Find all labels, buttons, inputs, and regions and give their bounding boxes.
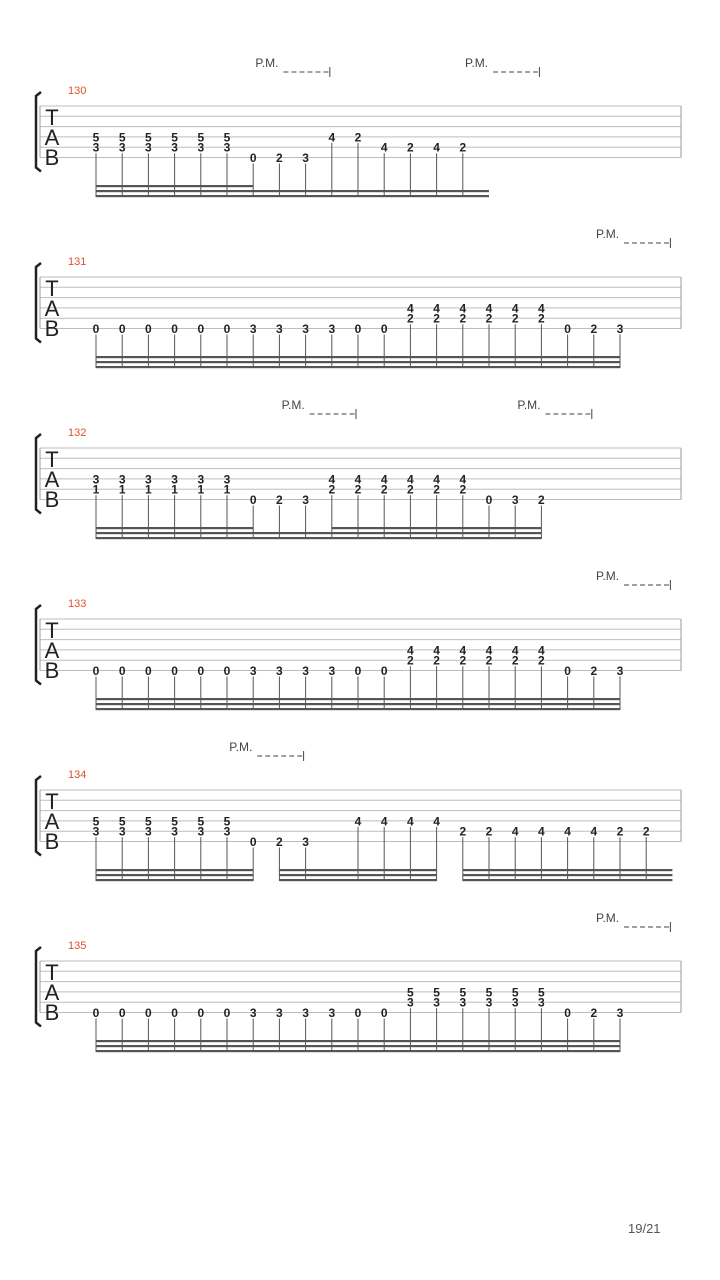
beam [279, 532, 331, 534]
palm-mute-label: P.M. [465, 56, 489, 70]
fret-number: 4 [433, 301, 440, 316]
beam [332, 537, 437, 539]
beam [437, 537, 542, 539]
fret-number: 0 [354, 1006, 362, 1020]
fret-number: 5 [118, 814, 126, 829]
fret-number: 4 [328, 130, 336, 145]
fret-number: 5 [145, 814, 152, 829]
beam [96, 185, 253, 187]
tab-clef-letter: T [45, 105, 59, 130]
fret-number: 0 [92, 322, 100, 336]
beam [306, 366, 516, 368]
fret-number: 4 [511, 824, 519, 839]
fret-number: 2 [590, 664, 598, 678]
fret-number: 3 [302, 1006, 309, 1020]
fret-number: 0 [485, 493, 493, 507]
fret-number: 3 [118, 824, 126, 839]
beam [332, 532, 437, 534]
beam [306, 698, 516, 700]
beam [96, 1050, 306, 1052]
fret-number: 3 [171, 472, 178, 487]
fret-number: 3 [197, 140, 205, 155]
tab-clef-letter: A [44, 125, 60, 150]
fret-number: 0 [197, 322, 205, 336]
fret-number: 3 [223, 140, 231, 155]
tab-clef-letter: B [44, 145, 60, 170]
beam [279, 869, 436, 871]
beam [96, 708, 306, 710]
fret-number: 2 [538, 653, 545, 668]
beam [96, 532, 253, 534]
fret-number: 5 [171, 130, 178, 145]
beam [279, 190, 331, 192]
fret-number: 5 [223, 130, 231, 145]
fret-number: 2 [511, 653, 519, 668]
fret-number: 0 [380, 664, 388, 678]
fret-number: 4 [407, 643, 414, 658]
fret-number: 3 [302, 151, 309, 165]
tab-clef-letter: T [45, 618, 59, 643]
fret-number: 3 [302, 322, 309, 336]
tab-clef-letter: B [44, 316, 60, 341]
beam [96, 1040, 306, 1042]
fret-number: 3 [145, 140, 152, 155]
fret-number: 2 [485, 311, 493, 326]
fret-number: 4 [511, 301, 519, 316]
fret-number: 1 [145, 482, 152, 497]
beam [515, 708, 620, 710]
beam [437, 527, 542, 529]
beam [437, 532, 542, 534]
fret-number: 3 [302, 493, 309, 507]
beam [463, 874, 673, 876]
fret-number: 2 [276, 493, 283, 507]
tab-clef-letter: T [45, 447, 59, 472]
fret-number: 3 [145, 472, 152, 487]
beam [96, 190, 253, 192]
fret-number: 0 [249, 493, 257, 507]
fret-number: 2 [276, 151, 283, 165]
fret-number: 4 [459, 301, 467, 316]
fret-number: 3 [538, 995, 545, 1010]
fret-number: 4 [380, 814, 388, 829]
fret-number: 3 [616, 1006, 624, 1020]
fret-number: 2 [511, 311, 519, 326]
page-number: 19/21 [628, 1221, 661, 1236]
fret-number: 2 [407, 482, 414, 497]
beam [96, 1045, 306, 1047]
fret-number: 2 [407, 653, 414, 668]
beam [515, 356, 620, 358]
fret-number: 4 [459, 472, 467, 487]
beam [253, 190, 279, 192]
fret-number: 4 [511, 643, 519, 658]
fret-number: 3 [145, 824, 152, 839]
tab-clef-letter: A [44, 638, 60, 663]
fret-number: 0 [92, 1006, 100, 1020]
fret-number: 2 [459, 482, 467, 497]
fret-number: 3 [276, 1006, 283, 1020]
palm-mute-label: P.M. [596, 569, 620, 583]
fret-number: 3 [407, 995, 414, 1010]
fret-number: 1 [223, 482, 231, 497]
fret-number: 3 [328, 664, 336, 678]
fret-number: 5 [407, 985, 414, 1000]
fret-number: 4 [354, 814, 362, 829]
fret-number: 4 [407, 472, 414, 487]
fret-number: 5 [118, 130, 126, 145]
palm-mute-label: P.M. [596, 227, 620, 241]
fret-number: 4 [590, 824, 598, 839]
fret-number: 3 [328, 1006, 336, 1020]
fret-number: 4 [380, 140, 388, 155]
fret-number: 5 [171, 814, 178, 829]
beam [332, 190, 384, 192]
beam [279, 879, 436, 881]
tab-clef-letter: T [45, 789, 59, 814]
beam [515, 361, 620, 363]
fret-number: 3 [118, 472, 126, 487]
tab-clef-letter: A [44, 467, 60, 492]
beam [279, 537, 331, 539]
fret-number: 2 [380, 482, 388, 497]
fret-number: 4 [433, 472, 440, 487]
fret-number: 2 [433, 311, 440, 326]
beam [96, 527, 253, 529]
fret-number: 3 [249, 322, 257, 336]
beam [306, 361, 516, 363]
fret-number: 4 [328, 472, 336, 487]
fret-number: 0 [197, 1006, 205, 1020]
fret-number: 3 [171, 140, 178, 155]
beam [515, 1045, 620, 1047]
beam [253, 195, 279, 197]
fret-number: 2 [459, 653, 467, 668]
fret-number: 0 [118, 664, 126, 678]
fret-number: 0 [564, 1006, 571, 1020]
beam [279, 195, 331, 197]
fret-number: 0 [223, 1006, 231, 1020]
measure-number: 132 [68, 427, 87, 439]
fret-number: 2 [590, 1006, 598, 1020]
fret-number: 4 [433, 140, 440, 155]
fret-number: 4 [380, 472, 388, 487]
tab-clef-letter: T [45, 276, 59, 301]
fret-number: 3 [249, 664, 257, 678]
fret-number: 0 [171, 1006, 178, 1020]
beam [515, 698, 620, 700]
fret-number: 4 [538, 643, 545, 658]
fret-number: 2 [407, 140, 414, 155]
beam [463, 879, 673, 881]
fret-number: 4 [564, 824, 571, 839]
beam [306, 1045, 516, 1047]
fret-number: 0 [171, 322, 178, 336]
fret-number: 0 [249, 151, 257, 165]
tab-clef-letter: A [44, 296, 60, 321]
fret-number: 0 [354, 664, 362, 678]
beam [306, 356, 516, 358]
fret-number: 2 [459, 140, 467, 155]
tab-clef-letter: A [44, 980, 60, 1005]
fret-number: 3 [302, 835, 309, 849]
tab-system [36, 398, 681, 539]
fret-number: 3 [118, 140, 126, 155]
beam [96, 195, 253, 197]
measure-number: 131 [68, 256, 87, 268]
fret-number: 3 [92, 140, 100, 155]
fret-number: 0 [197, 664, 205, 678]
fret-number: 2 [354, 482, 362, 497]
fret-number: 3 [302, 664, 309, 678]
fret-number: 2 [433, 653, 440, 668]
fret-number: 4 [459, 643, 467, 658]
palm-mute-label: P.M. [255, 56, 279, 70]
measure-number: 134 [68, 769, 87, 781]
fret-number: 2 [354, 130, 362, 145]
tab-system [36, 56, 681, 197]
tab-system [36, 569, 681, 710]
beam [96, 703, 306, 705]
fret-number: 3 [92, 472, 100, 487]
beam [384, 195, 489, 197]
fret-number: 3 [197, 472, 205, 487]
fret-number: 0 [249, 835, 257, 849]
beam [96, 874, 253, 876]
fret-number: 2 [459, 311, 467, 326]
beam [332, 527, 437, 529]
fret-number: 3 [616, 664, 624, 678]
fret-number: 4 [538, 301, 545, 316]
fret-number: 0 [564, 664, 571, 678]
fret-number: 2 [433, 482, 440, 497]
fret-number: 2 [276, 835, 283, 849]
beam [306, 1050, 516, 1052]
fret-number: 0 [380, 322, 388, 336]
fret-number: 3 [197, 824, 205, 839]
fret-number: 1 [171, 482, 178, 497]
beam [96, 537, 253, 539]
beam [96, 356, 306, 358]
fret-number: 2 [642, 824, 650, 839]
fret-number: 2 [590, 322, 598, 336]
fret-number: 1 [92, 482, 100, 497]
beam [253, 537, 279, 539]
fret-number: 5 [92, 814, 100, 829]
fret-number: 5 [197, 814, 205, 829]
fret-number: 0 [118, 322, 126, 336]
fret-number: 2 [485, 653, 493, 668]
fret-number: 4 [433, 643, 440, 658]
fret-number: 2 [485, 824, 493, 839]
beam [96, 869, 253, 871]
tab-system [36, 911, 681, 1052]
fret-number: 5 [538, 985, 545, 1000]
beam [384, 190, 489, 192]
fret-number: 5 [511, 985, 519, 1000]
tab-clef-letter: B [44, 1000, 60, 1025]
fret-number: 3 [276, 322, 283, 336]
beam [515, 366, 620, 368]
fret-number: 4 [485, 301, 493, 316]
fret-number: 3 [92, 824, 100, 839]
fret-number: 3 [223, 472, 231, 487]
fret-number: 0 [171, 664, 178, 678]
fret-number: 0 [145, 1006, 152, 1020]
fret-number: 3 [459, 995, 467, 1010]
fret-number: 3 [249, 1006, 257, 1020]
beam [463, 869, 673, 871]
fret-number: 5 [433, 985, 440, 1000]
fret-number: 5 [459, 985, 467, 1000]
beam [96, 879, 253, 881]
fret-number: 4 [407, 301, 414, 316]
beam [515, 1040, 620, 1042]
fret-number: 0 [564, 322, 571, 336]
palm-mute-label: P.M. [517, 398, 541, 412]
measure-number: 135 [68, 940, 87, 952]
measure-number: 133 [68, 598, 87, 610]
fret-number: 5 [145, 130, 152, 145]
fret-number: 4 [407, 814, 414, 829]
palm-mute-label: P.M. [229, 740, 253, 754]
fret-number: 3 [485, 995, 493, 1010]
fret-number: 3 [616, 322, 624, 336]
beam [306, 708, 516, 710]
fret-number: 4 [485, 643, 493, 658]
beam [96, 361, 306, 363]
measure-number: 130 [68, 85, 87, 97]
fret-number: 5 [485, 985, 493, 1000]
fret-number: 3 [511, 493, 519, 507]
fret-number: 0 [223, 322, 231, 336]
fret-number: 4 [538, 824, 545, 839]
beam [279, 874, 436, 876]
fret-number: 5 [92, 130, 100, 145]
fret-number: 2 [407, 311, 414, 326]
beam [515, 1050, 620, 1052]
tab-clef-letter: A [44, 809, 60, 834]
fret-number: 0 [145, 322, 152, 336]
beam [306, 703, 516, 705]
fret-number: 2 [538, 311, 545, 326]
beam [515, 703, 620, 705]
beam [253, 532, 279, 534]
tab-clef-letter: T [45, 960, 59, 985]
tab-clef-letter: B [44, 487, 60, 512]
fret-number: 0 [380, 1006, 388, 1020]
beam [96, 698, 306, 700]
fret-number: 2 [459, 824, 467, 839]
fret-number: 0 [92, 664, 100, 678]
fret-number: 3 [171, 824, 178, 839]
fret-number: 0 [223, 664, 231, 678]
fret-number: 3 [433, 995, 440, 1010]
tab-system [36, 740, 681, 881]
beam [332, 195, 384, 197]
palm-mute-label: P.M. [596, 911, 620, 925]
tab-clef-letter: B [44, 658, 60, 683]
fret-number: 1 [197, 482, 205, 497]
tab-system [36, 227, 681, 368]
beam [96, 366, 306, 368]
fret-number: 1 [118, 482, 126, 497]
fret-number: 3 [276, 664, 283, 678]
fret-number: 3 [328, 322, 336, 336]
beam [306, 1040, 516, 1042]
fret-number: 5 [197, 130, 205, 145]
fret-number: 2 [616, 824, 624, 839]
fret-number: 0 [354, 322, 362, 336]
fret-number: 2 [538, 493, 545, 507]
fret-number: 3 [223, 824, 231, 839]
fret-number: 0 [145, 664, 152, 678]
fret-number: 4 [433, 814, 440, 829]
fret-number: 4 [354, 472, 362, 487]
fret-number: 3 [511, 995, 519, 1010]
fret-number: 2 [328, 482, 336, 497]
fret-number: 5 [223, 814, 231, 829]
palm-mute-label: P.M. [281, 398, 305, 412]
tab-clef-letter: B [44, 829, 60, 854]
fret-number: 0 [118, 1006, 126, 1020]
